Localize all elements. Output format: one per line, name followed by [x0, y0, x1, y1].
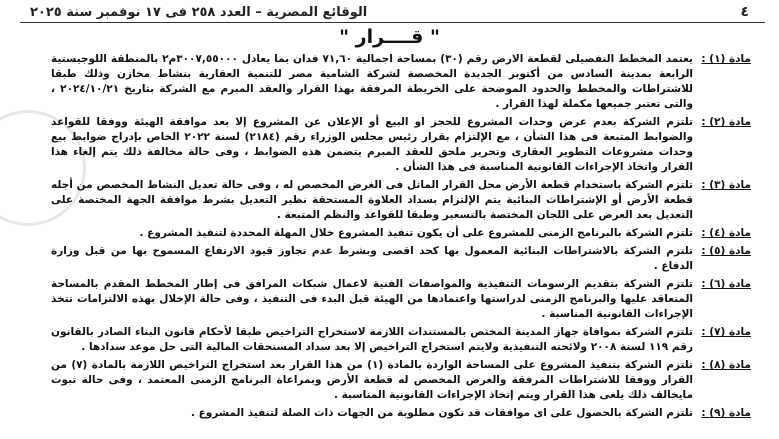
article-7 [51, 325, 751, 355]
article-text: تلتزم الشركة بتقديم الرسومات التنفيذية والمواصفات الفنية لاعمال شبكات المرافق فى إطار المخطط المقدم بالمساحة المتعاقد عليها والبرنامج الزمنى لدراستها واعتمادها من الهيئة قبل البدء فى التنفيذ ، وفى حالة الإخلال بهذه الالتزامات تتخذ الإجراءات القانونية المناسبة . [51, 278, 693, 320]
article-2 [51, 115, 751, 175]
article-label: مادة (٣) : [701, 179, 751, 191]
article-text: تلتزم الشركة بعدم عرض وحدات المشروع للحجز او البيع أو الإعلان عن المشروع إلا بعد موافقة الهيئة ووفقا للقواعد والضوابط المتبعة فى هذا الشأن ، مع الإلتزام بقرار رئيس مجلس الوزراء رقم (٢١٨٤) لسنة ٢٠٢٢ الخاص بإدراج ضوابط بيع وحدات مشروعات التطوير العقارى وتحرير ملحق للعقد المبرم يتضمن هذه الضوابط ، وفى حالة مخالفة ذلك يتم إلغاء هذا القرار واتخاذ الإجراءات القانونية المناسبة فى هذا الشأن . [51, 116, 693, 173]
article-text: تلتزم الشركة بالبرنامج الزمنى للمشروع على أن يكون تنفيذ المشروع خلال المهلة المحددة لتنفيذ المشروع . [139, 227, 693, 239]
article-label: مادة (٥) : [701, 245, 751, 257]
article-label: مادة (٤) : [701, 227, 751, 239]
article-9 [51, 406, 751, 421]
article-1 [51, 52, 751, 112]
gazette-issue-line: الوقائع المصرية – العدد ٢٥٨ فى ١٧ نوفمبر سنة ٢٠٢٥ [30, 4, 368, 20]
article-4 [51, 226, 751, 241]
article-label: مادة (٧) : [701, 326, 751, 338]
page-number: ٤ [740, 4, 749, 20]
article-3 [51, 178, 751, 223]
page-header [0, 0, 779, 24]
article-label: مادة (١) : [701, 53, 751, 65]
decree-title: " قــــرار " [339, 26, 440, 48]
article-label: مادة (٦) : [701, 278, 751, 290]
article-6 [51, 277, 751, 322]
article-5 [51, 244, 751, 274]
article-label: مادة (٨) : [701, 359, 751, 371]
article-text: تلتزم الشركة بالاشتراطات البنائية المعمول بها كحد اقصى وبشرط عدم تجاوز قيود الارتفاع المسموح بها من قبل وزارة الدفاع . [51, 245, 693, 272]
article-label: مادة (٢) : [701, 116, 751, 128]
article-text: تلتزم الشركة بتنفيذ المشروع على المساحة الواردة بالمادة (١) من هذا القرار بعد استخراج التراخيص اللازمة بالمادة (٧) من القرار ووفقا للاشتراطات المرفقة والغرض المخصص له قطعة الأرض وبمراعاة البرنامج الزمنى المعتمد ، وفى حالة ثبوت مايخالف ذلك يلغى هذا القرار ويتم إتخاذ الإجراءات القانونية المناسبة . [51, 359, 694, 401]
article-label: مادة (٩) : [701, 407, 751, 419]
decree-body [51, 52, 751, 424]
article-8 [51, 358, 751, 403]
article-text: يعتمد المخطط التفصيلى لقطعة الارض رقم (٣٠) بمساحة اجمالية ٧١,٦٠ فدان بما يعادل ٣٠٠٧,٥٥٠٠٠م٢ بالمنطقة اللوجيستية الرابعة بمدينة السادس من أكتوبر الجديدة المخصصة لشركة الشامية مصر للتنمية العقارية بنشاط مخازن وذلك طبقا للاشتراطات والمخطط والحدود الموضحة على الخريطة المرفقة بهذا القرار والعقد المبرم مع الشركة بتاريخ ٢٠٢٤/١٠/٢١ ، والتى تعتبر جميعها مكملة لهذا القرار . [51, 53, 693, 110]
article-text: تلتزم الشركة باستخدام قطعة الأرض محل القرار الماثل فى الغرض المخصص له ، وفى حالة تعديل النشاط المخصص من أجله قطعة الأرض أو الإشتراطات البنائية يتم الإلتزام بسداد العلاوة المستحقة نظير التعديل بشرط موافقة الجهة المختصة على التعديل بعد العرض على اللجان المختصة بالتسعير وطبقا للقواعد والنظم المتبعة . [51, 179, 693, 221]
article-text: تلتزم الشركة بالحصول على اى موافقات قد تكون مطلوبة من الجهات ذات الصلة لتنفيذ المشروع . [190, 407, 693, 419]
article-text: تلتزم الشركة بموافاة جهاز المدينة المختص بالمستندات اللازمة لاستخراج التراخيص طبقا لأحكام قانون البناء الصادر بالقانون رقم ١١٩ لسنة ٢٠٠٨ ولائحته التنفيذية ولايتم استخراج التراخيص إلا بعد سداد المستحقات المالية التى حل موعد سدادها . [51, 326, 693, 353]
header-rule [20, 22, 765, 23]
